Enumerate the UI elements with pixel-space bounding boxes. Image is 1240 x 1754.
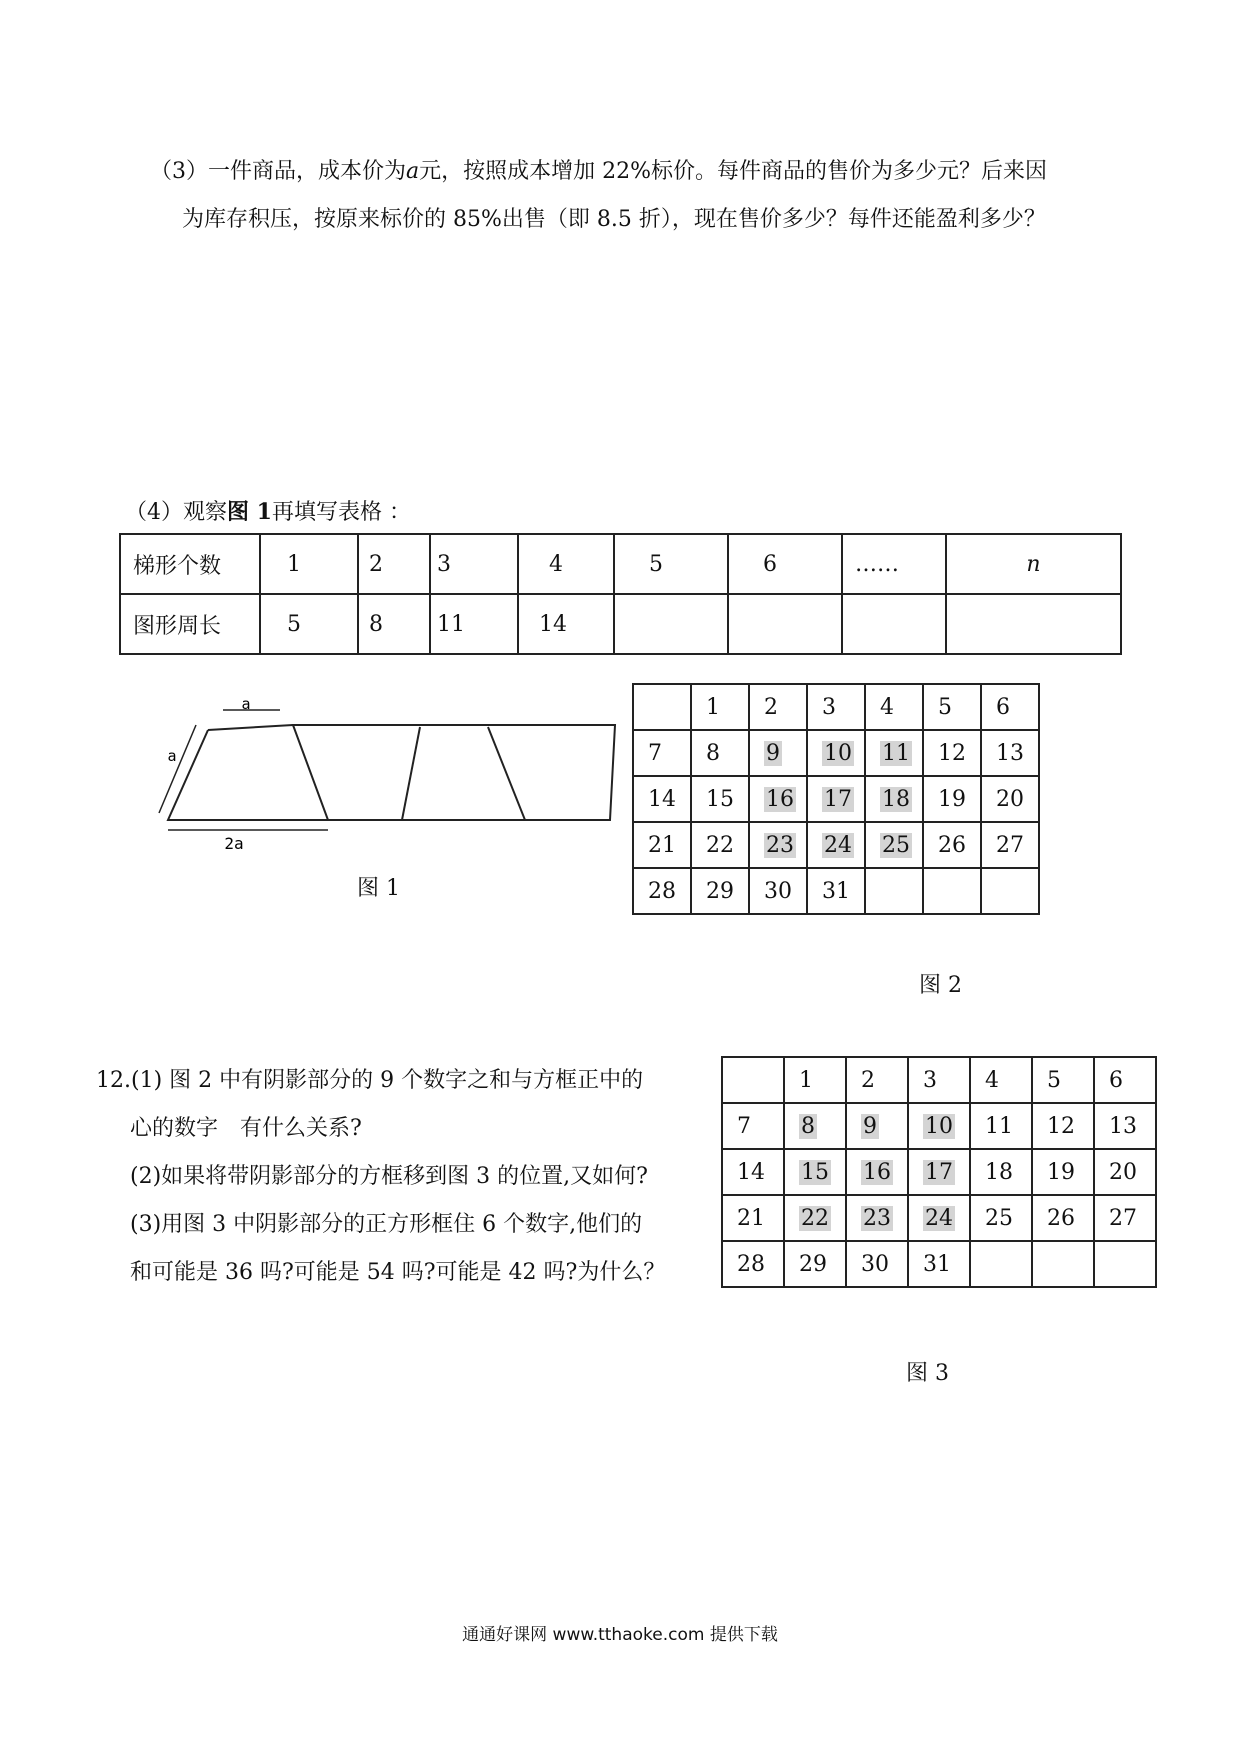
calendar-number: 6 <box>996 694 1010 720</box>
calendar-grid-figure-2 <box>632 683 1040 915</box>
calendar-cell <box>1032 1103 1094 1149</box>
calendar-number: 2 <box>861 1067 875 1093</box>
calendar-number: 19 <box>1047 1159 1075 1185</box>
calendar-number: 30 <box>764 878 792 904</box>
calendar-cell <box>923 822 981 868</box>
calendar-cell <box>691 868 749 914</box>
calendar-cell <box>749 822 807 868</box>
calendar-cell <box>722 1103 784 1149</box>
calendar-number: 4 <box>880 694 894 720</box>
calendar-number: 13 <box>996 740 1024 766</box>
q12-line-4: (3)用图 3 中阴影部分的正方形框住 6 个数字,他们的 <box>130 1212 643 1237</box>
label-side-a: a <box>167 747 177 765</box>
calendar-cell <box>633 684 691 730</box>
shaded-number: 11 <box>882 740 910 766</box>
variable-a: a <box>406 159 420 184</box>
calendar-cell <box>846 1149 908 1195</box>
calendar-number: 26 <box>938 832 966 858</box>
shaded-number: 8 <box>801 1113 815 1139</box>
table-cell: 14 <box>518 594 614 654</box>
calendar-number: 26 <box>1047 1205 1075 1231</box>
calendar-grid-figure-3 <box>721 1056 1157 1288</box>
calendar-number: 1 <box>799 1067 813 1093</box>
calendar-cell <box>722 1195 784 1241</box>
q4-intro: （4）观察图 1再填写表格 ： <box>125 499 411 525</box>
calendar-cell <box>1094 1149 1156 1195</box>
table-cell: 5 <box>614 534 728 594</box>
calendar-cell <box>722 1241 784 1287</box>
calendar-cell <box>865 822 923 868</box>
calendar-cell <box>1094 1057 1156 1103</box>
q3-line-1: （3）一件商品，成本价为a元，按照成本增加 22%标价。每件商品的售价为多少元？后来因 <box>150 159 1048 184</box>
calendar-cell <box>981 822 1039 868</box>
calendar-cell <box>908 1103 970 1149</box>
perimeter-table <box>119 533 1122 655</box>
calendar-row <box>633 868 1039 914</box>
shaded-number: 24 <box>824 832 852 858</box>
calendar-number: 1 <box>706 694 720 720</box>
calendar-number: 19 <box>938 786 966 812</box>
figure-3-caption: 图 3 <box>906 1361 949 1386</box>
shaded-number: 17 <box>925 1159 953 1185</box>
calendar-number: 6 <box>1109 1067 1123 1093</box>
calendar-cell <box>923 730 981 776</box>
figure-2-caption: 图 2 <box>919 973 962 998</box>
table-row <box>120 594 1121 654</box>
calendar-cell <box>970 1241 1032 1287</box>
calendar-cell <box>749 776 807 822</box>
shaded-number: 16 <box>863 1159 891 1185</box>
calendar-number: 5 <box>1047 1067 1061 1093</box>
calendar-cell <box>1094 1103 1156 1149</box>
calendar-number: 12 <box>938 740 966 766</box>
table-cell: 5 <box>260 594 358 654</box>
calendar-row <box>633 776 1039 822</box>
calendar-cell <box>633 822 691 868</box>
calendar-cell <box>633 730 691 776</box>
calendar-row <box>722 1057 1156 1103</box>
shaded-number: 10 <box>925 1113 953 1139</box>
calendar-row <box>633 730 1039 776</box>
calendar-cell <box>970 1057 1032 1103</box>
calendar-number: 3 <box>923 1067 937 1093</box>
calendar-cell <box>784 1103 846 1149</box>
calendar-number: 14 <box>648 786 676 812</box>
table-cell: …… <box>842 534 946 594</box>
calendar-row <box>722 1241 1156 1287</box>
calendar-cell <box>1094 1241 1156 1287</box>
shaded-number: 16 <box>766 786 794 812</box>
trapezoid-top-edge <box>208 725 293 730</box>
table-cell: 4 <box>518 534 614 594</box>
label-bottom-2a: 2a <box>224 834 244 853</box>
calendar-row <box>722 1195 1156 1241</box>
calendar-cell <box>807 822 865 868</box>
calendar-row <box>722 1149 1156 1195</box>
calendar-cell <box>970 1103 1032 1149</box>
calendar-cell <box>784 1057 846 1103</box>
table-cell: n <box>946 534 1121 594</box>
shaded-number: 25 <box>882 832 910 858</box>
calendar-cell <box>807 868 865 914</box>
shaded-number: 23 <box>766 832 794 858</box>
calendar-cell <box>784 1241 846 1287</box>
table-cell <box>614 594 728 654</box>
calendar-cell <box>923 684 981 730</box>
calendar-cell <box>722 1149 784 1195</box>
calendar-number: 2 <box>764 694 778 720</box>
shaded-number: 15 <box>801 1159 829 1185</box>
calendar-cell <box>749 868 807 914</box>
calendar-number: 18 <box>985 1159 1013 1185</box>
q3-line-2: 为库存积压，按原来标价的 85%出售（即 8.5 折），现在售价多少？每件还能盈利多少？ <box>182 207 1046 232</box>
q12-line-1: 12.(1) 图 2 中有阴影部分的 9 个数字之和与方框正中的 <box>96 1068 644 1093</box>
calendar-number: 7 <box>648 740 662 766</box>
calendar-number: 29 <box>799 1251 827 1277</box>
calendar-cell <box>1094 1195 1156 1241</box>
calendar-cell <box>865 730 923 776</box>
calendar-number: 4 <box>985 1067 999 1093</box>
calendar-number: 5 <box>938 694 952 720</box>
shaded-number: 9 <box>766 740 780 766</box>
calendar-cell <box>865 684 923 730</box>
table-header-cell: 图形周长 <box>120 594 260 654</box>
calendar-cell <box>908 1057 970 1103</box>
calendar-cell <box>846 1103 908 1149</box>
table-cell: 6 <box>728 534 842 594</box>
table-cell <box>842 594 946 654</box>
shaded-number: 18 <box>882 786 910 812</box>
calendar-cell <box>691 776 749 822</box>
table-cell: 2 <box>358 534 430 594</box>
shaded-number: 22 <box>801 1205 829 1231</box>
calendar-cell <box>846 1057 908 1103</box>
calendar-number: 8 <box>706 740 720 766</box>
calendar-row <box>633 684 1039 730</box>
calendar-number: 31 <box>822 878 850 904</box>
calendar-cell <box>749 730 807 776</box>
calendar-cell <box>691 730 749 776</box>
calendar-cell <box>908 1149 970 1195</box>
table-cell: 11 <box>430 594 518 654</box>
calendar-cell <box>923 776 981 822</box>
calendar-cell <box>981 776 1039 822</box>
calendar-cell <box>846 1195 908 1241</box>
calendar-cell <box>633 868 691 914</box>
label-top-a: a <box>241 695 251 713</box>
calendar-cell <box>691 684 749 730</box>
calendar-number: 7 <box>737 1113 751 1139</box>
calendar-number: 20 <box>1109 1159 1137 1185</box>
calendar-cell <box>1032 1195 1094 1241</box>
calendar-cell <box>784 1195 846 1241</box>
calendar-number: 27 <box>1109 1205 1137 1231</box>
q12-line-3: (2)如果将带阴影部分的方框移到图 3 的位置,又如何? <box>130 1164 648 1189</box>
trapezoid-outline <box>168 725 615 820</box>
calendar-number: 11 <box>985 1113 1013 1139</box>
calendar-number: 31 <box>923 1251 951 1277</box>
calendar-cell <box>908 1241 970 1287</box>
calendar-number: 14 <box>737 1159 765 1185</box>
calendar-number: 29 <box>706 878 734 904</box>
calendar-number: 15 <box>706 786 734 812</box>
calendar-cell <box>865 868 923 914</box>
calendar-number: 13 <box>1109 1113 1137 1139</box>
q12-line-2: 心的数字 有什么关系? <box>130 1116 362 1141</box>
calendar-cell <box>691 822 749 868</box>
calendar-number: 25 <box>985 1205 1013 1231</box>
calendar-cell <box>970 1195 1032 1241</box>
calendar-cell <box>908 1195 970 1241</box>
calendar-number: 21 <box>648 832 676 858</box>
q12-line-5: 和可能是 36 吗?可能是 54 吗?可能是 42 吗?为什么？ <box>130 1260 666 1285</box>
calendar-number: 20 <box>996 786 1024 812</box>
table-cell: 1 <box>260 534 358 594</box>
calendar-number: 30 <box>861 1251 889 1277</box>
shaded-number: 17 <box>824 786 852 812</box>
shaded-number: 10 <box>824 740 852 766</box>
table-cell: 8 <box>358 594 430 654</box>
calendar-number: 12 <box>1047 1113 1075 1139</box>
calendar-cell <box>981 868 1039 914</box>
table-cell <box>946 594 1121 654</box>
calendar-cell <box>923 868 981 914</box>
shaded-number: 9 <box>863 1113 877 1139</box>
calendar-cell <box>749 684 807 730</box>
trapezoid-divider <box>488 727 525 820</box>
calendar-cell <box>633 776 691 822</box>
calendar-number: 28 <box>648 878 676 904</box>
calendar-cell <box>1032 1149 1094 1195</box>
calendar-row <box>633 822 1039 868</box>
calendar-cell <box>970 1149 1032 1195</box>
calendar-number: 3 <box>822 694 836 720</box>
calendar-cell <box>807 730 865 776</box>
calendar-cell <box>846 1241 908 1287</box>
calendar-cell <box>981 684 1039 730</box>
page-footer: 通通好课网 www.tthaoke.com 提供下载 <box>462 1625 778 1645</box>
shaded-number: 23 <box>863 1205 891 1231</box>
calendar-number: 22 <box>706 832 734 858</box>
calendar-cell <box>865 776 923 822</box>
table-row <box>120 534 1121 594</box>
calendar-number: 27 <box>996 832 1024 858</box>
calendar-cell <box>981 730 1039 776</box>
calendar-cell <box>1032 1057 1094 1103</box>
calendar-cell <box>784 1149 846 1195</box>
trapezoid-divider <box>402 727 420 820</box>
trapezoid-figure <box>150 695 630 865</box>
shaded-number: 24 <box>925 1205 953 1231</box>
calendar-cell <box>807 684 865 730</box>
calendar-cell <box>722 1057 784 1103</box>
calendar-number: 21 <box>737 1205 765 1231</box>
figure-1-caption: 图 1 <box>357 876 400 901</box>
table-cell: 3 <box>430 534 518 594</box>
calendar-cell <box>807 776 865 822</box>
calendar-number: 28 <box>737 1251 765 1277</box>
table-cell <box>728 594 842 654</box>
calendar-row <box>722 1103 1156 1149</box>
calendar-cell <box>1032 1241 1094 1287</box>
table-header-cell: 梯形个数 <box>120 534 260 594</box>
